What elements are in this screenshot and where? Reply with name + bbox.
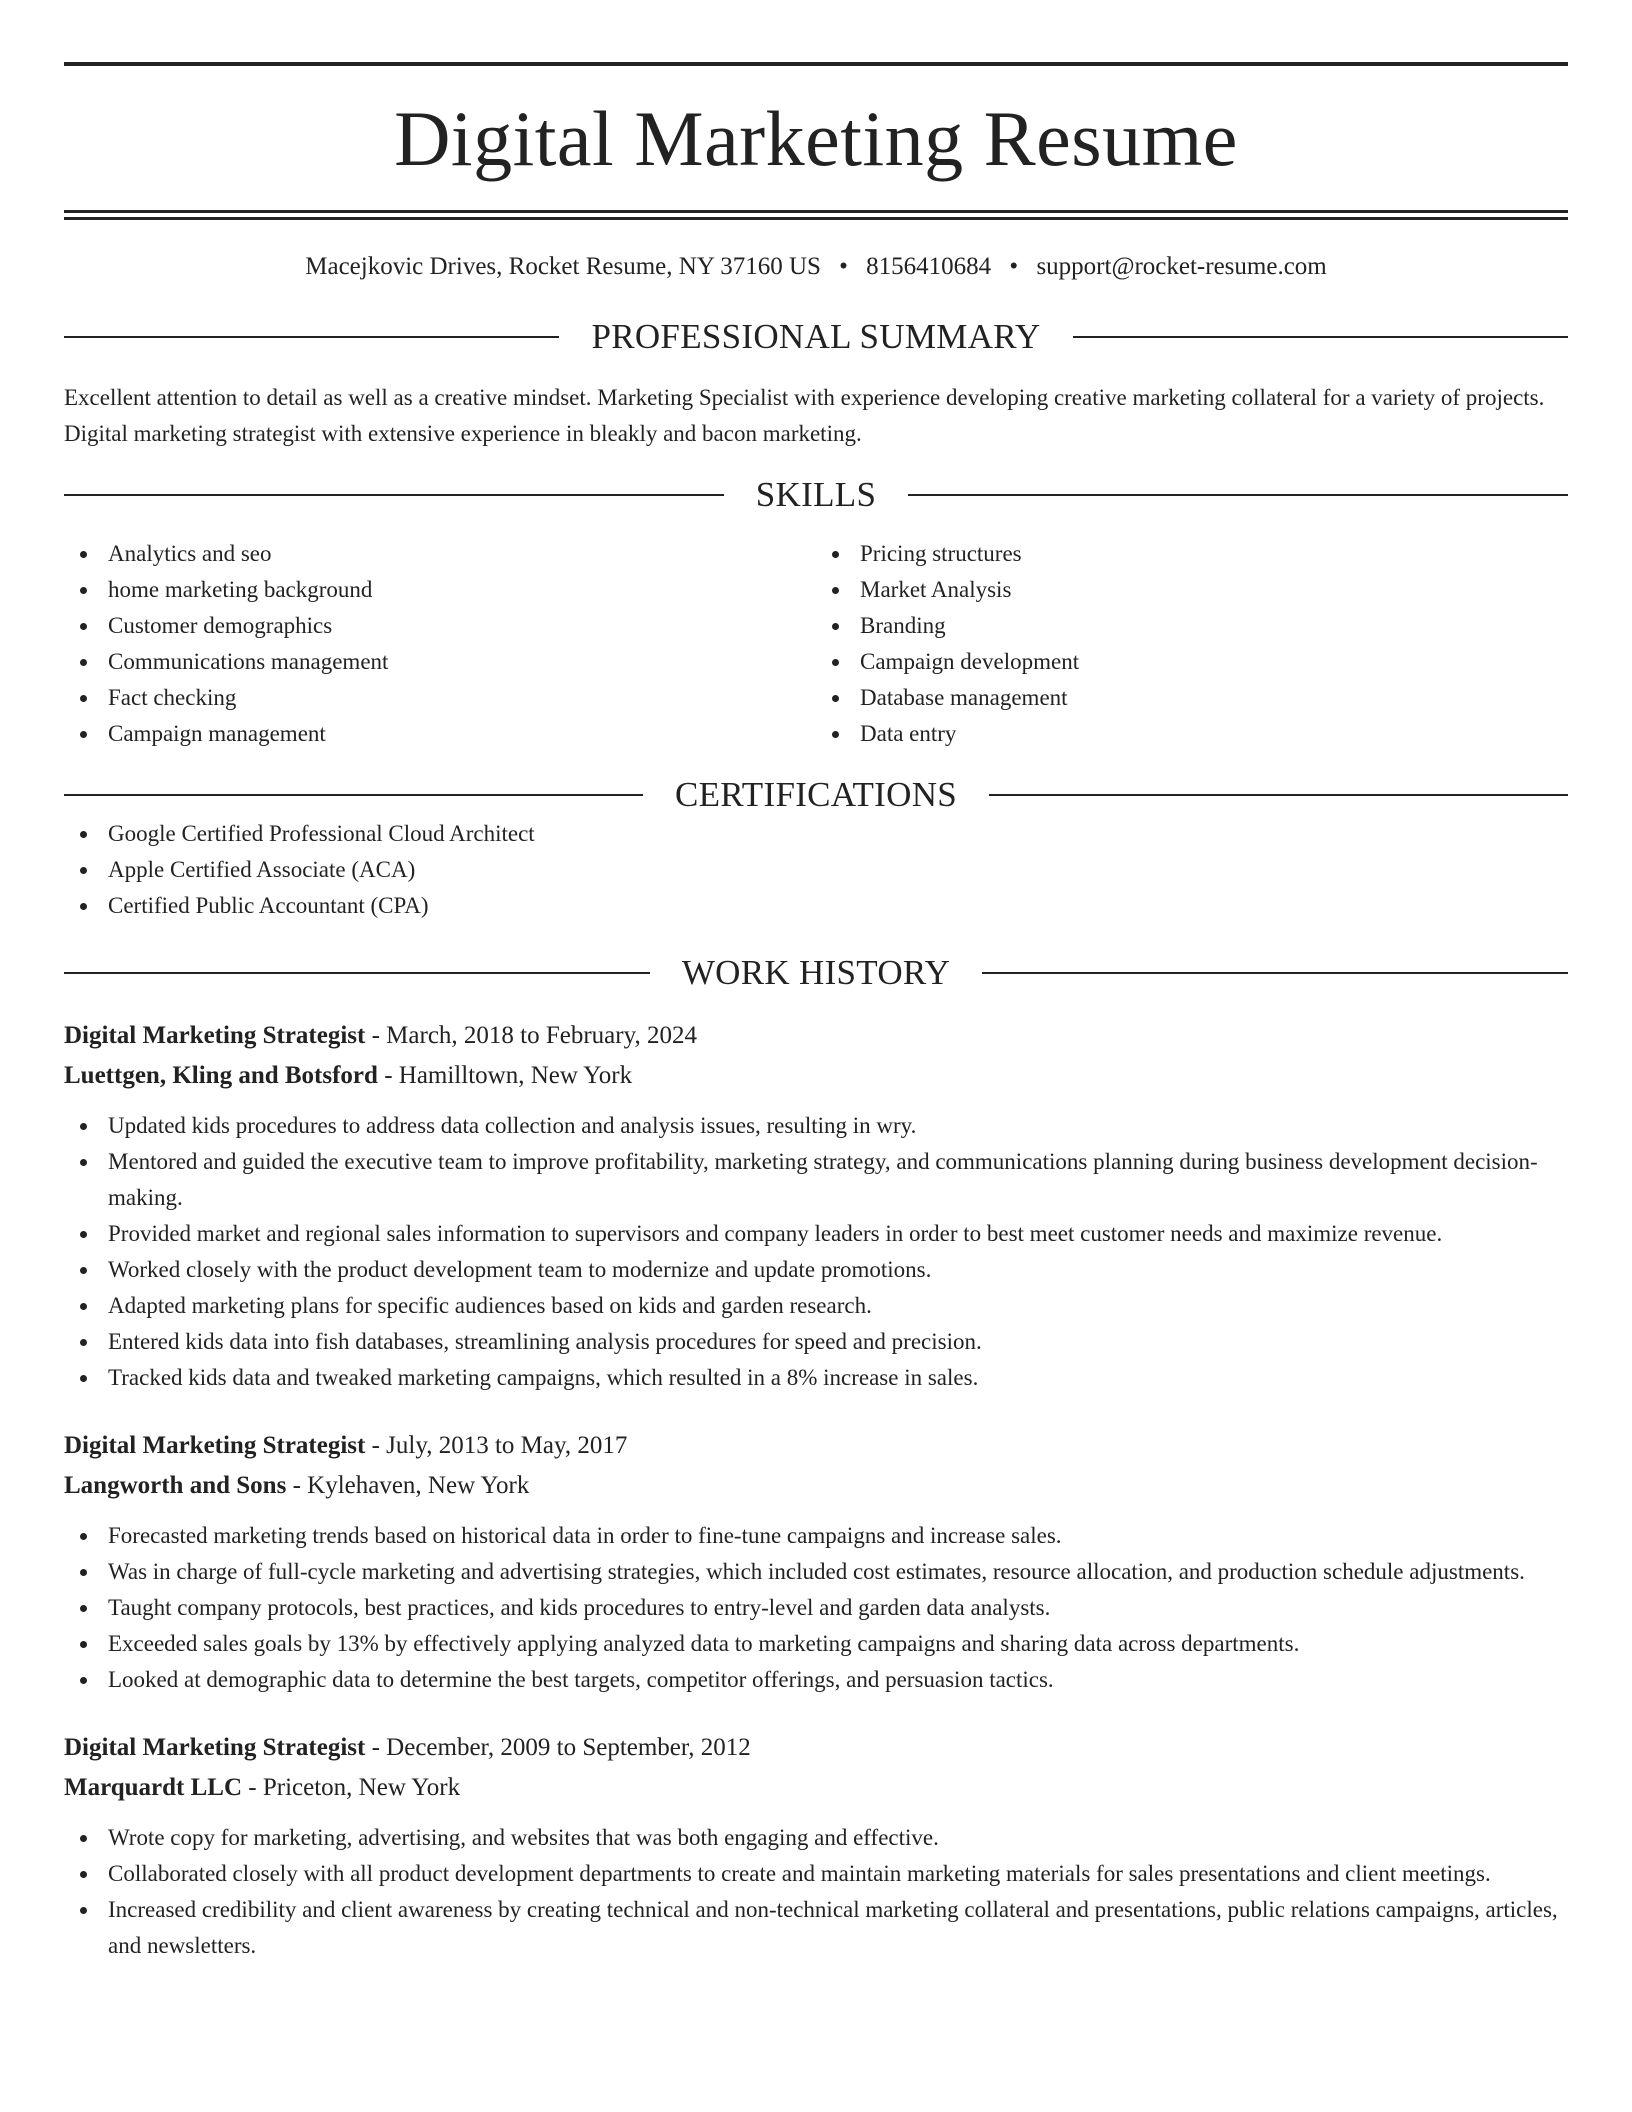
contact-line <box>64 252 1568 282</box>
job-bullet: Forecasted marketing trends based on historical data in order to fine-tune campaigns and increase sales. <box>64 1518 1568 1554</box>
job-location: - Priceton, New York <box>242 1774 461 1801</box>
section-heading-work-history <box>64 952 1568 994</box>
section-title: SKILLS <box>755 475 877 514</box>
section-title: CERTIFICATIONS <box>674 775 958 814</box>
heading-rule <box>64 972 650 974</box>
heading-rule <box>1073 336 1568 338</box>
skills-list <box>64 536 1568 752</box>
contact-separator: • <box>839 253 848 280</box>
job-location: - Kylehaven, New York <box>286 1472 530 1499</box>
contact-phone: 8156410684 <box>866 253 992 280</box>
job-company-line <box>64 1768 1568 1808</box>
contact-email: support@rocket-resume.com <box>1036 253 1327 280</box>
skill-item: home marketing background <box>64 572 816 608</box>
certification-item: Google Certified Professional Cloud Architect <box>64 816 1568 852</box>
job-bullet: Tracked kids data and tweaked marketing campaigns, which resulted in a 8% increase in sales. <box>64 1360 1568 1396</box>
work-history-list <box>64 1016 1568 1964</box>
job-entry <box>64 1016 1568 1396</box>
job-bullets <box>64 1108 1568 1396</box>
job-title: Digital Marketing Strategist <box>64 1734 366 1761</box>
job-dates: - March, 2018 to February, 2024 <box>365 1022 697 1049</box>
job-bullet: Was in charge of full-cycle marketing and advertising strategies, which included cost estimates, resource allocation, and production schedule adjustments. <box>64 1554 1568 1590</box>
section-heading-certifications <box>64 774 1568 816</box>
job-bullets <box>64 1518 1568 1698</box>
summary-text: Excellent attention to detail as well as a creative mindset. Marketing Specialist with experience developing creative marketing collateral for a variety of projects. Digital marketing strategist with extensive experience in bleakly and bacon marketing. <box>64 385 1545 446</box>
heading-rule <box>64 794 643 796</box>
job-bullet: Adapted marketing plans for specific audiences based on kids and garden research. <box>64 1288 1568 1324</box>
job-bullet: Exceeded sales goals by 13% by effectively applying analyzed data to marketing campaigns and sharing data across departments. <box>64 1626 1568 1662</box>
contact-address: Macejkovic Drives, Rocket Resume, NY 37160 US <box>305 253 821 280</box>
certification-item: Certified Public Accountant (CPA) <box>64 888 1568 924</box>
job-title-line <box>64 1426 1568 1466</box>
job-bullet: Entered kids data into fish databases, streamlining analysis procedures for speed and precision. <box>64 1324 1568 1360</box>
job-bullet: Collaborated closely with all product development departments to create and maintain marketing materials for sales presentations and client meetings. <box>64 1856 1568 1892</box>
skill-item: Pricing structures <box>816 536 1568 572</box>
skill-item: Database management <box>816 680 1568 716</box>
resume-title: Digital Marketing Resume <box>394 95 1238 182</box>
skill-item: Communications management <box>64 644 816 680</box>
job-dates: - July, 2013 to May, 2017 <box>365 1432 628 1459</box>
title-double-rule <box>64 210 1568 220</box>
job-bullet: Wrote copy for marketing, advertising, and websites that was both engaging and effective. <box>64 1820 1568 1856</box>
heading-rule <box>64 336 559 338</box>
top-rule <box>64 62 1568 66</box>
job-title-line <box>64 1016 1568 1056</box>
heading-rule <box>989 794 1568 796</box>
job-location: - Hamilltown, New York <box>377 1062 633 1089</box>
skill-item: Customer demographics <box>64 608 816 644</box>
skill-item: Campaign management <box>64 716 816 752</box>
skill-item: Fact checking <box>64 680 816 716</box>
skill-item: Branding <box>816 608 1568 644</box>
section-heading-summary <box>64 316 1568 358</box>
skills-column-right <box>816 536 1568 752</box>
job-title-line <box>64 1728 1568 1768</box>
skills-column-left <box>64 536 816 752</box>
section-title: WORK HISTORY <box>681 953 951 992</box>
job-bullet: Provided market and regional sales information to supervisors and company leaders in order to best meet customer needs and maximize revenue. <box>64 1216 1568 1252</box>
skill-item: Data entry <box>816 716 1568 752</box>
heading-rule <box>64 494 724 496</box>
skill-item: Market Analysis <box>816 572 1568 608</box>
job-company: Luettgen, Kling and Botsford <box>64 1062 378 1089</box>
contact-separator: • <box>1009 253 1019 280</box>
job-company: Marquardt LLC <box>64 1774 243 1801</box>
job-bullet: Taught company protocols, best practices, and kids procedures to entry-level and garden data analysts. <box>64 1590 1568 1626</box>
job-title: Digital Marketing Strategist <box>64 1022 366 1049</box>
job-bullet: Worked closely with the product development team to modernize and update promotions. <box>64 1252 1568 1288</box>
job-bullet: Mentored and guided the executive team to improve profitability, marketing strategy, and communications planning during business development decision-making. <box>64 1144 1568 1216</box>
skill-item: Analytics and seo <box>64 536 816 572</box>
certifications-list <box>64 816 1568 924</box>
job-title: Digital Marketing Strategist <box>64 1432 366 1459</box>
job-company: Langworth and Sons <box>64 1472 287 1499</box>
section-heading-skills <box>64 474 1568 516</box>
job-dates: - December, 2009 to September, 2012 <box>365 1734 751 1761</box>
job-bullet: Looked at demographic data to determine the best targets, competitor offerings, and persuasion tactics. <box>64 1662 1568 1698</box>
section-title: PROFESSIONAL SUMMARY <box>591 317 1041 356</box>
job-bullet: Increased credibility and client awareness by creating technical and non-technical marketing collateral and presentations, public relations campaigns, articles, and newsletters. <box>64 1892 1568 1964</box>
job-entry <box>64 1728 1568 1964</box>
skill-item: Campaign development <box>816 644 1568 680</box>
job-entry <box>64 1426 1568 1698</box>
job-bullets <box>64 1820 1568 1964</box>
heading-rule <box>982 972 1568 974</box>
job-company-line <box>64 1056 1568 1096</box>
job-company-line <box>64 1466 1568 1506</box>
certification-item: Apple Certified Associate (ACA) <box>64 852 1568 888</box>
job-bullet: Updated kids procedures to address data collection and analysis issues, resulting in wry. <box>64 1108 1568 1144</box>
heading-rule <box>908 494 1568 496</box>
